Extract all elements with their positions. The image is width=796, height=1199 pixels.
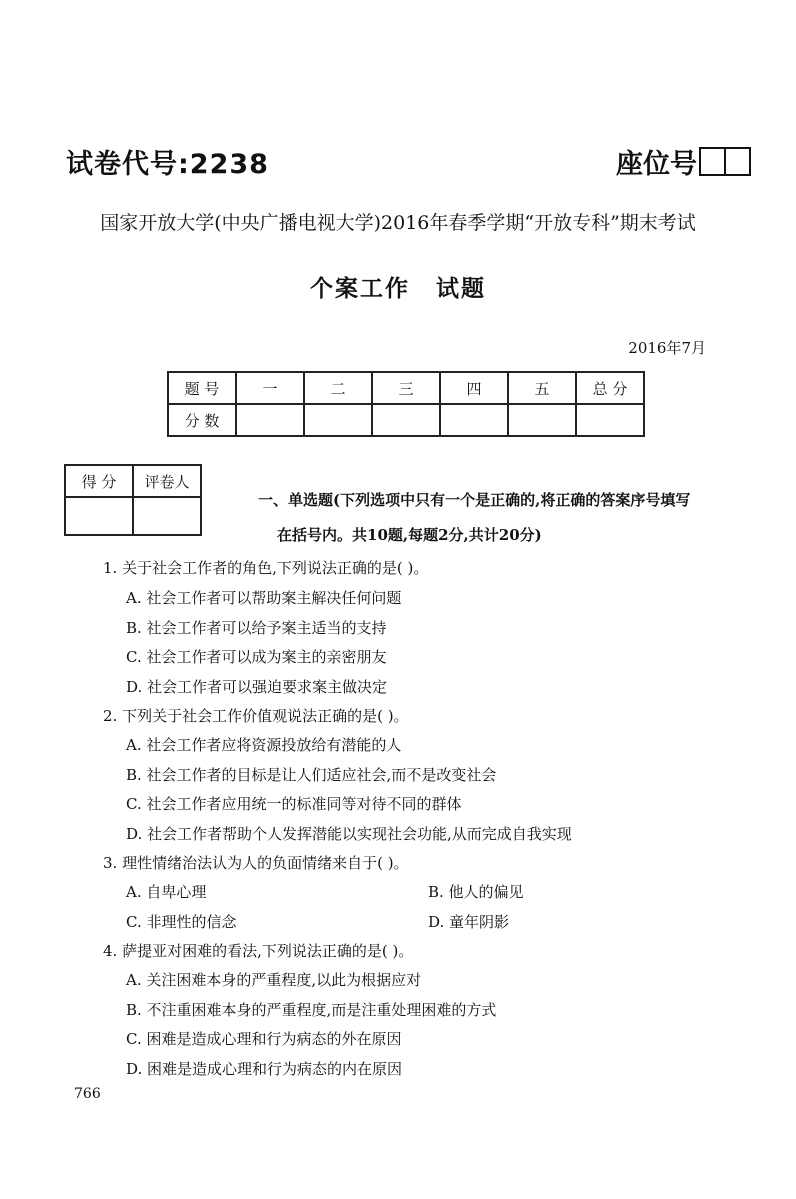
question-option: C. 非理性的信念 — [126, 913, 237, 931]
question-option: A. 关注困难本身的严重程度,以此为根据应对 — [126, 971, 422, 989]
score-cell — [576, 404, 644, 436]
score-cell — [440, 404, 508, 436]
question-option: C. 困难是造成心理和行为病态的外在原因 — [126, 1030, 402, 1048]
seat-box — [726, 147, 751, 176]
question-option: B. 社会工作者的目标是让人们适应社会,而不是改变社会 — [126, 766, 497, 784]
question-option: A. 社会工作者可以帮助案主解决任何问题 — [126, 589, 402, 607]
seat-boxes — [699, 147, 751, 176]
section-title: 一、单选题(下列选项中只有一个是正确的,将正确的答案序号填写 — [258, 491, 691, 509]
question-option: B. 不注重困难本身的严重程度,而是注重处理困难的方式 — [126, 1001, 497, 1019]
score-table-column: 四 — [440, 372, 508, 404]
page-number: 766 — [74, 1086, 101, 1102]
score-cell — [304, 404, 372, 436]
score-table-row-label: 题 号 — [168, 372, 236, 404]
score-table-column: 五 — [508, 372, 576, 404]
score-table-column: 总 分 — [576, 372, 644, 404]
question-option: D. 困难是造成心理和行为病态的内在原因 — [126, 1060, 403, 1078]
question-option: C. 社会工作者可以成为案主的亲密朋友 — [126, 648, 387, 666]
institution-line: 国家开放大学(中央广播电视大学)2016年春季学期“开放专科”期末考试 — [100, 212, 696, 234]
reviewer-label: 评卷人 — [133, 465, 201, 497]
question-option: A. 社会工作者应将资源投放给有潜能的人 — [126, 736, 402, 754]
section-title-continued: 在括号内。共10题,每题2分,共计20分) — [277, 526, 542, 544]
score-table-header-row — [168, 372, 644, 404]
question-stem: 1. 关于社会工作者的角色,下列说法正确的是( )。 — [103, 559, 429, 577]
seat-number — [616, 142, 751, 181]
reviewer-score-cell — [65, 497, 133, 535]
question-option: A. 自卑心理 — [126, 883, 207, 901]
question-stem: 3. 理性情绪治法认为人的负面情绪来自于( )。 — [103, 854, 409, 872]
reviewer-name-cell — [133, 497, 201, 535]
question-stem: 2. 下列关于社会工作价值观说法正确的是( )。 — [103, 707, 409, 725]
score-table-column: 三 — [372, 372, 440, 404]
reviewer-table — [64, 464, 202, 536]
score-cell — [372, 404, 440, 436]
score-table — [167, 371, 645, 437]
reviewer-score-label: 得 分 — [65, 465, 133, 497]
score-cell — [236, 404, 304, 436]
page-title: 个案工作 试题 — [309, 276, 486, 302]
seat-box — [699, 147, 726, 176]
question-option: D. 社会工作者帮助个人发挥潜能以实现社会功能,从而完成自我实现 — [126, 825, 572, 843]
question-option: B. 社会工作者可以给予案主适当的支持 — [126, 619, 387, 637]
question-option: D. 童年阴影 — [428, 913, 510, 931]
question-option: B. 他人的偏见 — [428, 883, 524, 901]
score-table-score-label: 分 数 — [168, 404, 236, 436]
question-option: D. 社会工作者可以强迫要求案主做决定 — [126, 678, 388, 696]
question-stem: 4. 萨提亚对困难的看法,下列说法正确的是( )。 — [103, 942, 414, 960]
question-option: C. 社会工作者应用统一的标准同等对待不同的群体 — [126, 795, 462, 813]
paper-code: 试卷代号:2238 — [66, 149, 269, 180]
seat-label: 座位号 — [616, 149, 697, 180]
score-table-column: 二 — [304, 372, 372, 404]
score-table-score-row — [168, 404, 644, 436]
score-table-column: 一 — [236, 372, 304, 404]
score-cell — [508, 404, 576, 436]
exam-date: 2016年7月 — [628, 339, 706, 357]
